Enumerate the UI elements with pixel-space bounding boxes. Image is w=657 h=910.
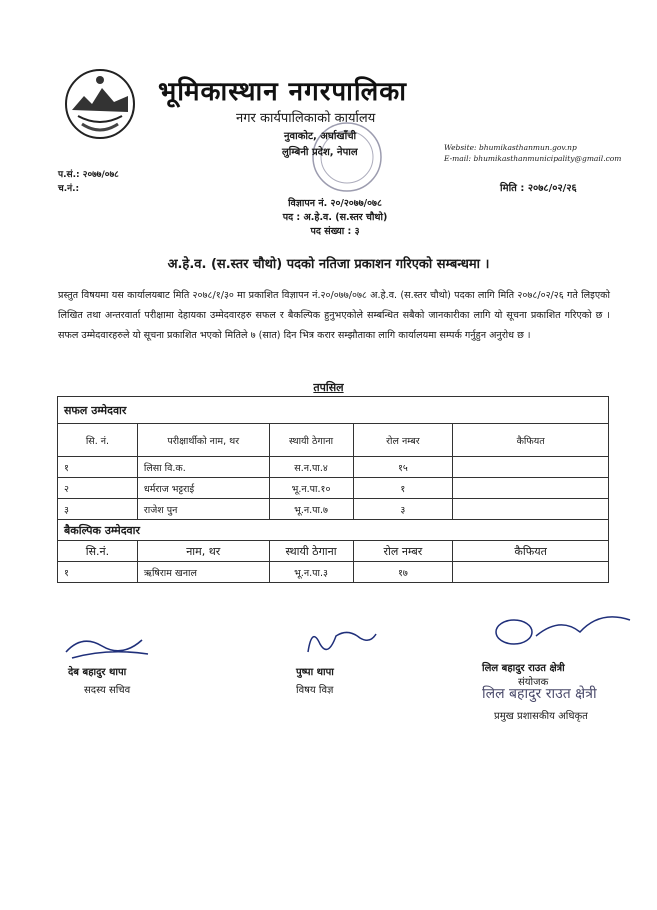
- col-header: कैफियत: [453, 541, 609, 562]
- table-row: [58, 562, 609, 583]
- table-cell: राजेश पुन: [137, 499, 269, 520]
- table-cell: ३: [353, 499, 453, 520]
- website-text: Website: bhumikasthanmun.gov.np: [444, 143, 577, 152]
- col-header: सि. नं.: [58, 424, 138, 457]
- table-cell: स.न.पा.४: [269, 457, 353, 478]
- office-subtitle: नगर कार्यपालिकाको कार्यालय: [236, 111, 376, 126]
- table-cell: [453, 499, 609, 520]
- table-cell: १: [353, 478, 453, 499]
- table-row: [58, 478, 609, 499]
- letter-date: मिति : २०७८/०२/२६: [500, 183, 577, 194]
- table-cell: भू.न.पा.७: [269, 499, 353, 520]
- address-line-2: लुम्बिनी प्रदेश, नेपाल: [282, 147, 358, 158]
- successful-heading: सफल उम्मेदवार: [58, 397, 609, 424]
- address-line-1: नुवाकोट, अर्घाखाँची: [284, 131, 357, 142]
- subject-line: अ.हे.व. (स.स्तर चौथो) पदको नतिजा प्रकाशन गरिएको सम्बन्धमा ।: [167, 257, 490, 272]
- table-cell: ऋषिराम खनाल: [137, 562, 269, 583]
- post-count: पद संख्या : ३: [310, 226, 360, 237]
- table-row: [58, 457, 609, 478]
- signature-block-1: [68, 664, 130, 696]
- col-header: कैफियत: [453, 424, 609, 457]
- successful-header-row: [58, 424, 609, 457]
- municipality-title: भूमिकास्थान नगरपालिका: [158, 77, 407, 107]
- col-header: रोल नम्बर: [353, 541, 453, 562]
- table-cell: [453, 478, 609, 499]
- alternate-heading: बैकल्पिक उम्मेदवार: [58, 520, 609, 541]
- officer-stamp-role: प्रमुख प्रशासकीय अधिकृत: [494, 711, 588, 722]
- email-text: E-mail: bhumikasthanmunicipality@gmail.com: [444, 154, 622, 163]
- signature-scribble-2: [300, 622, 380, 660]
- table-cell: [453, 562, 609, 583]
- results-table: [57, 396, 609, 583]
- signatory-name: लिल बहादुर राउत क्षेत्री: [482, 663, 565, 674]
- signatory-role: विषय विज्ञ: [296, 685, 334, 696]
- table-cell: १: [58, 562, 138, 583]
- col-header: स्थायी ठेगाना: [269, 541, 353, 562]
- col-header: सि.नं.: [58, 541, 138, 562]
- post-name: पद : अ.हे.व. (स.स्तर चौथो): [282, 212, 388, 223]
- nepal-emblem-logo: [62, 66, 138, 142]
- table-cell: भू.न.पा.३: [269, 562, 353, 583]
- table-cell: धर्मराज भट्टराई: [137, 478, 269, 499]
- table-cell: [453, 457, 609, 478]
- table-cell: २: [58, 478, 138, 499]
- chalani-number: च.नं.:: [58, 184, 80, 194]
- col-header: नाम, थर: [137, 541, 269, 562]
- signatory-name: देब बहादुर थापा: [68, 667, 127, 678]
- reference-block: [58, 168, 119, 196]
- table-cell: १: [58, 457, 138, 478]
- table-cell: १७: [353, 562, 453, 583]
- table-row: [58, 499, 609, 520]
- signature-scribble-3: [490, 606, 640, 652]
- alternate-header-row: [58, 541, 609, 562]
- signature-scribble-1: [62, 630, 152, 664]
- signature-block-2: [296, 664, 334, 696]
- signatory-role: संयोजक: [518, 677, 549, 688]
- col-header: स्थायी ठेगाना: [269, 424, 353, 457]
- contact-info: [444, 142, 621, 164]
- patra-sankhya: प.सं.: २०७७/०७८: [58, 170, 119, 180]
- table-cell: लिसा वि.क.: [137, 457, 269, 478]
- details-heading: तपसिल: [313, 381, 344, 394]
- signatory-role: सदस्य सचिव: [84, 685, 131, 696]
- table-cell: भू.न.पा.१०: [269, 478, 353, 499]
- table-cell: ३: [58, 499, 138, 520]
- officer-stamp-name: लिल बहादुर राउत क्षेत्री: [482, 686, 597, 702]
- table-cell: १५: [353, 457, 453, 478]
- col-header: परीक्षार्थीको नाम, थर: [137, 424, 269, 457]
- advert-number: विज्ञापन नं. २०/२०७७/०७८: [288, 198, 382, 209]
- col-header: रोल नम्बर: [353, 424, 453, 457]
- signatory-name: पुष्पा थापा: [296, 667, 334, 678]
- body-paragraph: प्रस्तुत विषयमा यस कार्यालयबाट मिति २०७८/१/३० मा प्रकाशित विज्ञापन नं.२०/०७७/०७८ अ.हे.व. (स.स्तर चौथो) पदका लागि मिति २०७८/०२/२६ गते लिइएको लिखित तथा अन्तरवार्ता परीक्षामा देहायका उम्मेदवारहरु सफल र बैकल्पिक हुनुभएकोले सम्बन्धित सबैको जानकारीका लागि यो सूचना प्रकाशित गरिएको छ । सफल उम्मेदवारहरुले यो सूचना प्रकाशित भएको मितिले ७ (सात) दिन भित्र करार सम्झौताका लागि कार्यालयमा सम्पर्क गर्नुहुन अनुरोध छ ।: [58, 290, 610, 341]
- notice-block: [260, 197, 410, 239]
